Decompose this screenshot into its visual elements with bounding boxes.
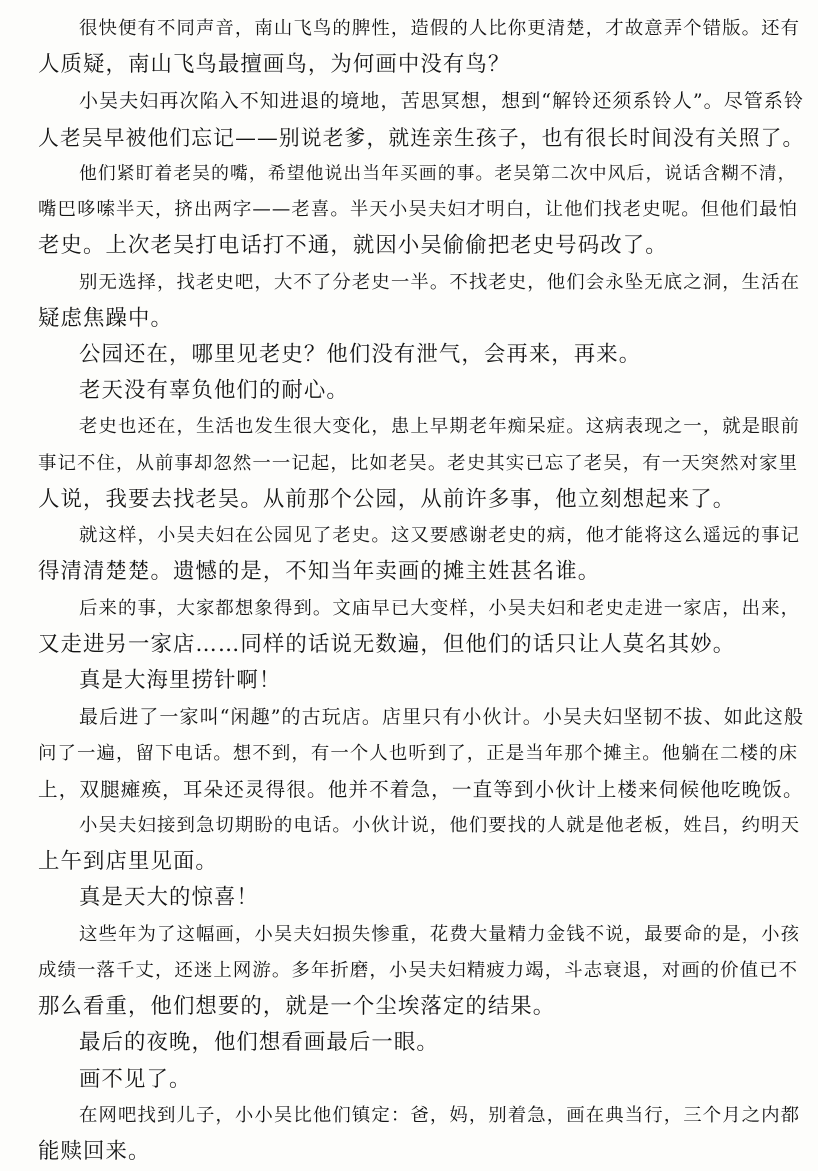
text-line: 能赎回来。 [38, 1139, 151, 1164]
text-line: 他们紧盯着老吴的嘴，希望他说出当年买画的事。老吴第二次中风后，说话含糊不清， [79, 163, 797, 184]
text-line: 就这样，小吴夫妇在公园见了老史。这又要感谢老史的病，他才能将这么遥远的事记 [79, 525, 801, 546]
text-line: 真是大海里捞针啊！ [79, 668, 282, 693]
text-line: 画不见了。 [79, 1067, 192, 1092]
text-line: 上，双腿瘫痪，耳朵还灵得很。他并不着急，一直等到小伙计上楼来伺候他吃晚饭。 [38, 778, 804, 801]
text-line: 最后的夜晚，他们想看画最后一眼。 [79, 1030, 439, 1055]
text-line: 嘴巴哆嗦半天，挤出两字——老喜。半天小吴夫妇才明白，让他们找老史呢。但他们最怕 [38, 199, 799, 220]
text-line: 成绩一落千丈，还迷上网游。多年折磨，小吴夫妇精疲力竭，斗志衰退，对画的价值已不 [38, 960, 799, 981]
text-line: 问了一遍，留下电话。想不到，有一个人也听到了，正是当年那个摊主。他躺在二楼的床 [38, 743, 799, 764]
text-line: 后来的事，大家都想象得到。文庙早已大变样，小吴夫妇和老史走进一家店，出来， [79, 598, 801, 619]
text-line: 上午到店里见面。 [38, 849, 218, 874]
text-line: 又走进另一家店……同样的话说无数遍，但他们的话只让人莫名其妙。 [38, 632, 736, 657]
text-line: 最后进了一家叫“闲趣”的古玩店。店里只有小伙计。小吴夫妇坚韧不拔、如此这般 [79, 706, 805, 728]
text-line: 人质疑，南山飞鸟最擅画鸟，为何画中没有鸟？ [38, 52, 511, 77]
text-line: 在网吧找到儿子，小小吴比他们镇定：爸，妈，别着急，画在典当行，三个月之内都 [79, 1105, 801, 1126]
text-line: 人老吴早被他们忘记——别说老爹，就连亲生孩子，也有很长时间没有关照了。 [38, 126, 805, 150]
text-line: 老天没有辜负他们的耐心。 [79, 378, 349, 403]
text-line: 这些年为了这幅画，小吴夫妇损失惨重，花费大量精力金钱不说，最要命的是，小孩 [79, 924, 801, 945]
text-line: 人说，我要去找老吴。从前那个公园，从前许多事，他立刻想起来了。 [38, 487, 736, 512]
text-line: 小吴夫妇再次陷入不知进退的境地，苦思冥想，想到“解铃还须系铃人”。尽管系铃 [79, 90, 805, 112]
text-line: 真是天大的惊喜！ [79, 885, 259, 910]
text-line: 事记不住，从前事却忽然一一记起，比如老吴。老史其实已忘了老吴，有一天突然对家里 [38, 453, 799, 474]
text-line: 得清清楚楚。遗憾的是，不知当年卖画的摊主姓甚名谁。 [38, 559, 601, 584]
text-line: 老史。上次老吴打电话打不通，就因小吴偷偷把老史号码改了。 [38, 233, 668, 258]
text-line: 很快便有不同声音，南山飞鸟的脾性，造假的人比你更清楚，才故意弄个错版。还有 [79, 18, 801, 39]
text-line: 那么看重，他们想要的，就是一个尘埃落定的结果。 [38, 994, 556, 1019]
text-line: 疑虑焦躁中。 [38, 306, 173, 331]
text-line: 小吴夫妇接到急切期盼的电话。小伙计说，他们要找的人就是他老板，姓吕，约明天 [79, 815, 801, 836]
text-line: 公园还在，哪里见老史？他们没有泄气，会再来，再来。 [79, 342, 642, 367]
text-line: 别无选择，找老史吧，大不了分老史一半。不找老史，他们会永坠无底之洞，生活在 [79, 272, 801, 293]
text-line: 老史也还在，生活也发生很大变化，患上早期老年痴呆症。这病表现之一，就是眼前 [79, 416, 801, 437]
